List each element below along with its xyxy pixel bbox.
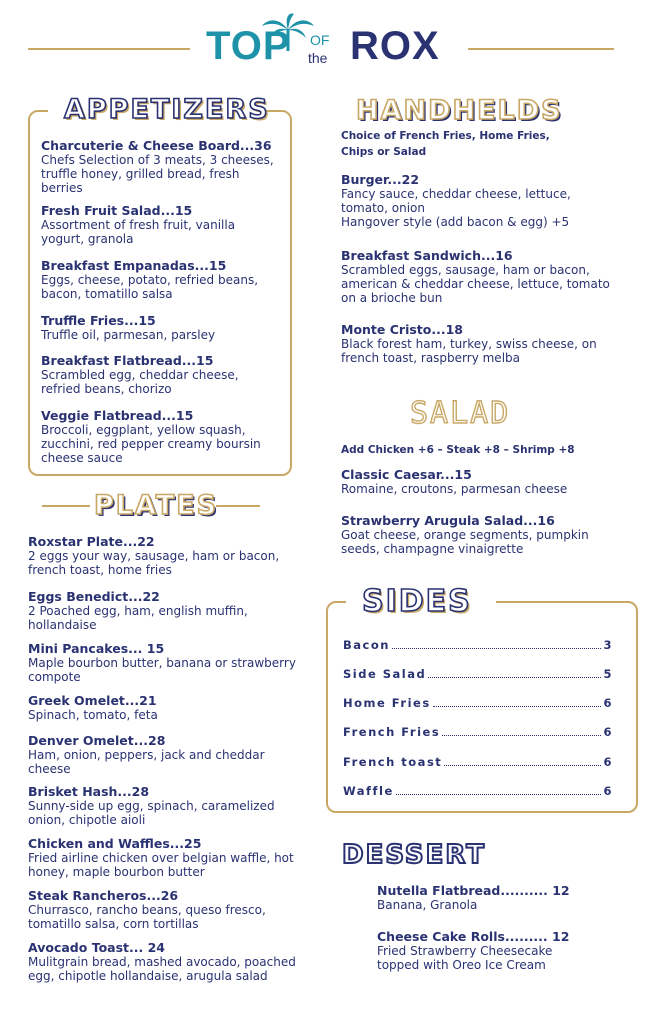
item-name: Denver Omelet...28 [28,733,166,748]
side-name: Bacon [343,638,390,652]
appetizer-item [41,203,281,246]
dessert-title: DESSERT [342,840,486,870]
item-name: Steak Rancheros...26 [28,888,179,903]
item-desc: Spinach, tomato, feta [28,708,158,722]
item-desc: Sunny-side up egg, spinach, caramelized onion, chipotle aioli [28,799,275,827]
item-name: Chicken and Waffles...25 [28,836,202,851]
item-name: Breakfast Sandwich...16 [341,248,513,263]
dot-leader [392,648,602,649]
logo-top-text: TOP [206,24,291,68]
handheld-item [341,172,611,229]
plates-rule-right [216,505,260,507]
dot-leader [442,735,601,736]
item-name: Eggs Benedict...22 [28,589,160,604]
plate-item [28,641,303,684]
side-price: 6 [603,784,613,798]
item-name: Fresh Fruit Salad...15 [41,203,193,218]
side-item [343,784,613,798]
side-price: 5 [603,667,613,681]
logo-the-text: the [308,50,328,66]
appetizers-title: APPETIZERS [64,94,270,125]
item-name: Greek Omelet...21 [28,693,157,708]
logo [200,12,462,74]
appetizer-item [41,138,281,195]
handhelds-note: Choice of French Fries, Home Fries, Chips or Salad [341,130,550,158]
item-name: Truffle Fries...15 [41,313,156,328]
item-desc: Eggs, cheese, potato, refried beans, bacon, tomatillo salsa [41,273,259,301]
dessert-item [377,883,587,912]
plate-item [28,733,303,776]
item-desc: Churrasco, rancho beans, queso fresco, tomatillo salsa, corn tortillas [28,903,266,931]
item-name: Mini Pancakes... 15 [28,641,165,656]
item-desc: Mulitgrain bread, mashed avocado, poached egg, chipotle hollandaise, arugula salad [28,955,296,983]
item-name: Avocado Toast... 24 [28,940,165,955]
side-item [343,638,613,652]
side-name: French toast [343,755,443,769]
item-desc: Assortment of fresh fruit, vanilla yogurt, granola [41,218,236,246]
item-extra: Hangover style (add bacon & egg) +5 [341,215,570,229]
sides-title: SIDES [362,584,472,619]
item-desc: Truffle oil, parmesan, parsley [41,328,216,342]
side-name: Waffle [343,784,394,798]
item-desc: Fancy sauce, cheddar cheese, lettuce, tomato, onion [341,187,571,215]
appetizer-item [41,258,281,301]
item-desc: Chefs Selection of 3 meats, 3 cheeses, truffle honey, grilled bread, fresh berries [41,153,274,195]
item-name: Brisket Hash...28 [28,784,150,799]
side-price: 6 [603,725,613,739]
item-name: Charcuterie & Cheese Board...36 [41,138,272,153]
item-desc: Black forest ham, turkey, swiss cheese, on french toast, raspberry melba [341,337,597,365]
side-price: 6 [603,696,613,710]
plate-item [28,534,303,577]
appetizer-item [41,353,281,396]
handhelds-title: HANDHELDS [356,95,563,126]
dot-leader [396,794,602,795]
dot-leader [433,706,602,707]
side-item [343,725,613,739]
item-name: Breakfast Flatbread...15 [41,353,214,368]
item-name: Roxstar Plate...22 [28,534,155,549]
plate-item [28,784,303,827]
dessert-item [377,929,587,972]
side-item [343,696,613,710]
handheld-item [341,248,611,305]
item-desc: Broccoli, eggplant, yellow squash, zucchini, red pepper creamy boursin cheese sauce [41,423,261,465]
plates-title: PLATES [94,490,219,521]
item-desc: 2 eggs your way, sausage, ham or bacon, french toast, home fries [28,549,280,577]
item-desc: Fried Strawberry Cheesecake topped with Oreo Ice Cream [377,944,553,972]
item-name: Strawberry Arugula Salad...16 [341,513,555,528]
item-desc: Scrambled egg, cheddar cheese, refried beans, chorizo [41,368,239,396]
header-rule-left [28,48,190,50]
plate-item [28,693,303,722]
plate-item [28,888,303,931]
side-name: Side Salad [343,667,427,681]
item-desc: Scrambled eggs, sausage, ham or bacon, american & cheddar cheese, lettuce, tomato on a brioche bun [341,263,610,305]
logo-of-text: OF [310,32,330,48]
item-name: Nutella Flatbread.......... 12 [377,883,570,898]
salad-item [341,513,611,556]
side-price: 3 [603,638,613,652]
appetizer-item [41,408,281,465]
plate-item [28,940,303,983]
plate-item [28,836,303,879]
dot-leader [428,677,601,678]
plates-rule-left [42,505,90,507]
item-name: Monte Cristo...18 [341,322,463,337]
item-name: Classic Caesar...15 [341,467,472,482]
item-desc: Maple bourbon butter, banana or strawberry compote [28,656,296,684]
item-name: Cheese Cake Rolls......... 12 [377,929,570,944]
side-name: French Fries [343,725,441,739]
item-name: Veggie Flatbread...15 [41,408,194,423]
side-item [343,667,613,681]
side-item [343,755,613,769]
dot-leader [444,765,601,766]
item-desc: 2 Poached egg, ham, english muffin, hollandaise [28,604,248,632]
appetizer-item [41,313,281,342]
item-desc: Ham, onion, peppers, jack and cheddar cheese [28,748,265,776]
item-desc: Banana, Granola [377,898,478,912]
item-desc: Romaine, croutons, parmesan cheese [341,482,568,496]
side-name: Home Fries [343,696,431,710]
item-desc: Fried airline chicken over belgian waffle, hot honey, maple bourbon butter [28,851,294,879]
item-desc: Goat cheese, orange segments, pumpkin seeds, champagne vinaigrette [341,528,589,556]
handheld-item [341,322,611,365]
side-price: 6 [603,755,613,769]
plate-item [28,589,303,632]
salad-note: Add Chicken +6 – Steak +8 – Shrimp +8 [341,444,575,456]
header-rule-right [468,48,614,50]
item-name: Breakfast Empanadas...15 [41,258,227,273]
salad-title: SALAD [410,396,511,431]
logo-rox-text: ROX [350,24,440,68]
item-name: Burger...22 [341,172,420,187]
salad-item [341,467,611,496]
